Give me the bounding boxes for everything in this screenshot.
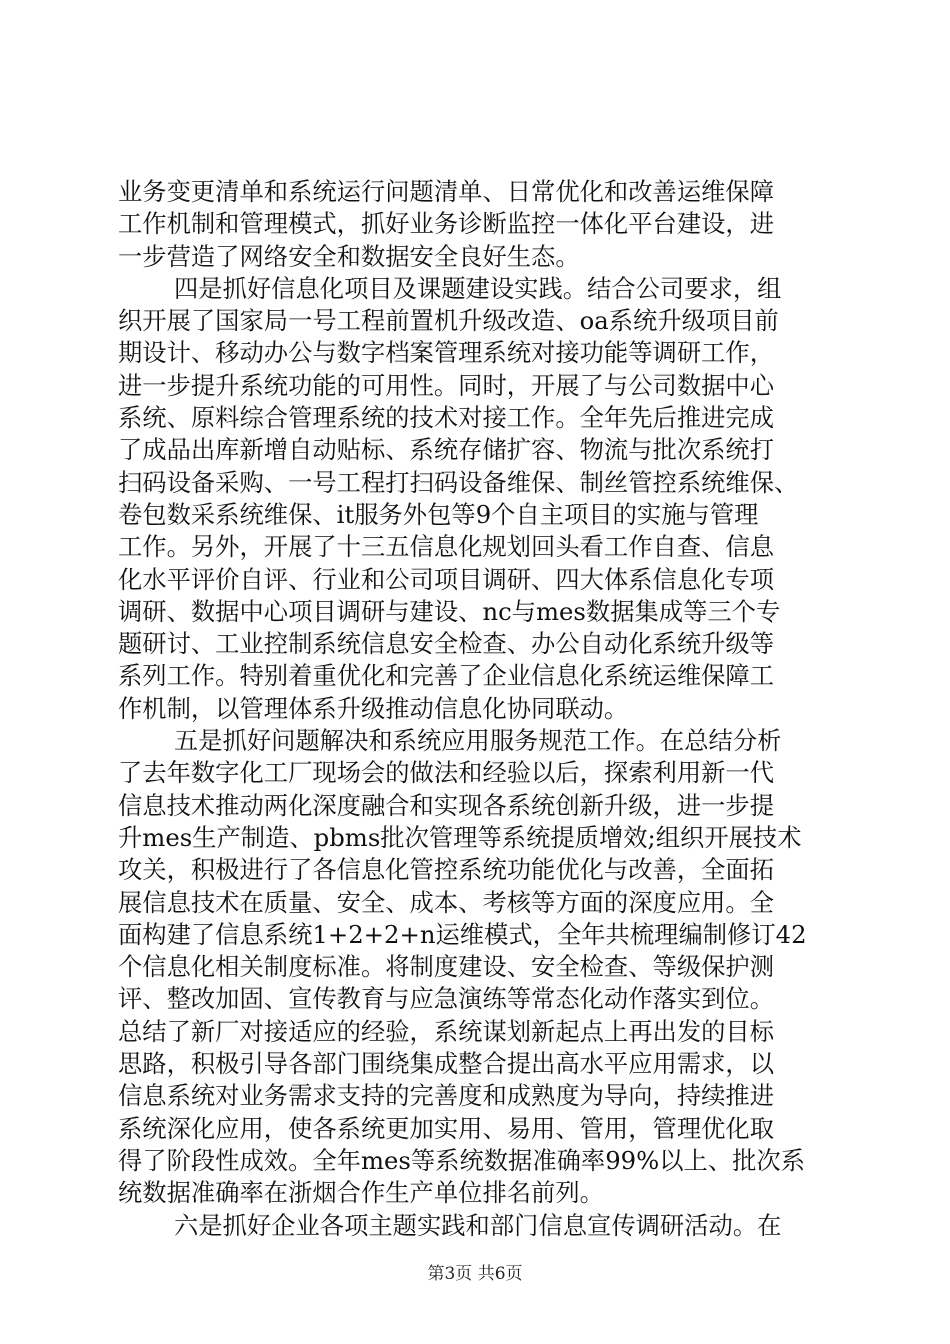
text-line: 工作机制和管理模式，抓好业务诊断监控一体化平台建设，进 — [118, 209, 775, 239]
text-line: 展信息技术在质量、安全、成本、考核等方面的深度应用。全 — [118, 887, 775, 917]
text-line: 总结了新厂对接适应的经验，系统谋划新起点上再出发的目标 — [118, 1016, 775, 1046]
text-line: 进一步提升系统功能的可用性。同时，开展了与公司数据中心 — [118, 370, 775, 400]
text-line: 信息技术推动两化深度融合和实现各系统创新升级，进一步提 — [118, 790, 775, 820]
text-line: 攻关，积极进行了各信息化管控系统功能优化与改善，全面拓 — [118, 855, 775, 885]
text-line: 业务变更清单和系统运行问题清单、日常优化和改善运维保障 — [118, 177, 775, 206]
paragraph-first-line: 六是抓好企业各项主题实践和部门信息宣传调研活动。在 — [174, 1210, 782, 1240]
text-line: 升mes生产制造、pbms批次管理等系统提质增效;组织开展技术 — [118, 822, 802, 852]
text-line: 了成品出库新增自动贴标、系统存储扩容、物流与批次系统打 — [118, 435, 775, 465]
text-line: 作机制，以管理体系升级推动信息化协同联动。 — [118, 693, 629, 723]
text-line: 扫码设备采购、一号工程打扫码设备维保、制丝管控系统维保、 — [118, 467, 799, 497]
text-line: 统数据准确率在浙烟合作生产单位排名前列。 — [118, 1178, 604, 1208]
paragraph-first-line: 五是抓好问题解决和系统应用服务规范工作。在总结分析 — [174, 726, 782, 756]
text-line: 题研讨、工业控制系统信息安全检查、办公自动化系统升级等 — [118, 629, 775, 659]
text-line: 化水平评价自评、行业和公司项目调研、四大体系信息化专项 — [118, 564, 775, 594]
text-line: 思路，积极引导各部门围绕集成整合提出高水平应用需求，以 — [118, 1049, 775, 1079]
text-line: 期设计、移动办公与数字档案管理系统对接功能等调研工作， — [118, 338, 775, 368]
text-line: 调研、数据中心项目调研与建设、nc与mes数据集成等三个专 — [118, 596, 781, 626]
text-line: 了去年数字化工厂现场会的做法和经验以后，探索利用新一代 — [118, 758, 775, 788]
text-line: 系列工作。特别着重优化和完善了企业信息化系统运维保障工 — [118, 661, 775, 691]
text-line: 得了阶段性成效。全年mes等系统数据准确率99%以上、批次系 — [118, 1145, 806, 1175]
text-line: 一步营造了网络安全和数据安全良好生态。 — [118, 241, 580, 271]
text-line: 评、整改加固、宣传教育与应急演练等常态化动作落实到位。 — [118, 984, 775, 1014]
text-line: 卷包数采系统维保、it服务外包等9个自主项目的实施与管理 — [118, 499, 759, 529]
text-line: 信息系统对业务需求支持的完善度和成熟度为导向，持续推进 — [118, 1081, 775, 1111]
text-line: 织开展了国家局一号工程前置机升级改造、oa系统升级项目前 — [118, 306, 779, 336]
text-line: 个信息化相关制度标准。将制度建设、安全检查、等级保护测 — [118, 952, 775, 982]
document-body — [118, 176, 838, 1242]
text-line: 面构建了信息系统1+2+2+n运维模式，全年共梳理编制修订42 — [118, 919, 807, 949]
text-line: 系统、原料综合管理系统的技术对接工作。全年先后推进完成 — [118, 403, 775, 433]
text-line: 工作。另外，开展了十三五信息化规划回头看工作自查、信息 — [118, 532, 775, 562]
paragraph-first-line: 四是抓好信息化项目及课题建设实践。结合公司要求，组 — [174, 273, 782, 303]
text-line: 系统深化应用，使各系统更加实用、易用、管用，管理优化取 — [118, 1113, 775, 1143]
page-number: 第3页 共6页 — [427, 1264, 523, 1284]
